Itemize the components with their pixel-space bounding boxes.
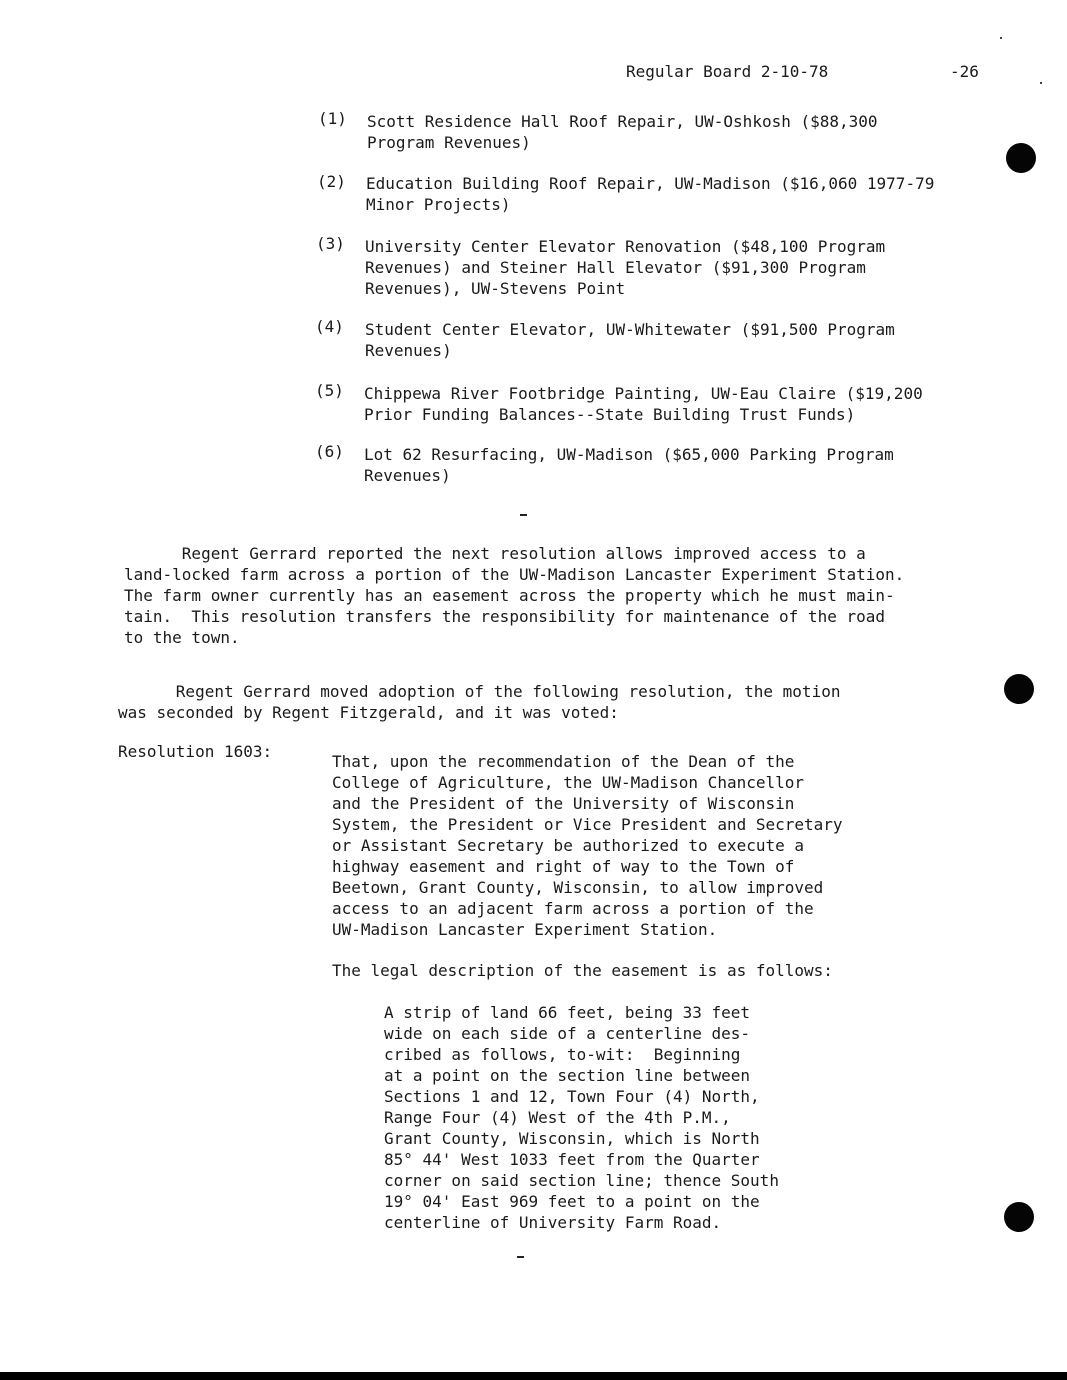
item-number: (5)	[315, 381, 344, 400]
resolution-label: Resolution 1603:	[118, 742, 273, 761]
document-header-title: Regular Board 2-10-78	[626, 62, 829, 81]
scan-bottom-edge	[0, 1372, 1067, 1380]
binder-hole	[1006, 143, 1036, 173]
body-paragraph-motion: Regent Gerrard moved adoption of the following resolution, the motion was seconded by Regent Fitzgerald, and it was voted:	[118, 682, 841, 722]
item-number: (1)	[318, 109, 347, 128]
item-number: (4)	[315, 317, 344, 336]
item-number: (2)	[317, 172, 346, 191]
item-number: (3)	[316, 234, 345, 253]
legal-description-intro: The legal description of the easement is as follows:	[332, 961, 833, 980]
item-number: (6)	[315, 442, 344, 461]
binder-hole	[1004, 1202, 1034, 1232]
item-text: Chippewa River Footbridge Painting, UW-Eau Claire ($19,200 Prior Funding Balances--State Building Trust Funds)	[364, 384, 923, 424]
section-separator-dash	[517, 1256, 524, 1258]
item-text: University Center Elevator Renovation ($48,100 Program Revenues) and Steiner Hall Elevator ($91,300 Program Revenues), UW-Stevens Point	[365, 237, 886, 298]
item-text: Student Center Elevator, UW-Whitewater ($91,500 Program Revenues)	[365, 320, 895, 360]
binder-hole	[1004, 674, 1034, 704]
page-number: -26	[950, 62, 979, 81]
item-text: Scott Residence Hall Roof Repair, UW-Oshkosh ($88,300 Program Revenues)	[367, 112, 878, 152]
section-separator-dash	[520, 514, 527, 516]
body-paragraph-easement: Regent Gerrard reported the next resolution allows improved access to a land-locked farm across a portion of the UW-Madison Lancaster Experiment Station. The farm owner currently has an easement across the property which he must main- tain. This resolution transfers the responsibility for maintenance of the road to the town.	[124, 544, 905, 647]
legal-description: A strip of land 66 feet, being 33 feet wide on each side of a centerline des- cribed as follows, to-wit: Beginning at a point on the section line between Sections 1 and 12, Town Four (4) North, Range Four (4) West of the 4th P.M., Grant County, Wisconsin, which is North 85° 44' West 1033 feet from the Quarter corner on said section line; thence South 19° 04' East 969 feet to a point on the centerline of University Farm Road.	[384, 1003, 779, 1232]
resolution-body: That, upon the recommendation of the Dean of the College of Agriculture, the UW-Madison Chancellor and the President of the University of Wisconsin System, the President or Vice President and Secretary or Assistant Secretary be authorized to execute a highway easement and right of way to the Town of Beetown, Grant County, Wisconsin, to allow improved access to an adjacent farm across a portion of the UW-Madison Lancaster Experiment Station.	[332, 752, 843, 939]
item-text: Education Building Roof Repair, UW-Madison ($16,060 1977-79 Minor Projects)	[366, 174, 935, 214]
item-text: Lot 62 Resurfacing, UW-Madison ($65,000 Parking Program Revenues)	[364, 445, 894, 485]
scan-speck	[1040, 82, 1042, 84]
scan-speck	[1000, 37, 1002, 39]
